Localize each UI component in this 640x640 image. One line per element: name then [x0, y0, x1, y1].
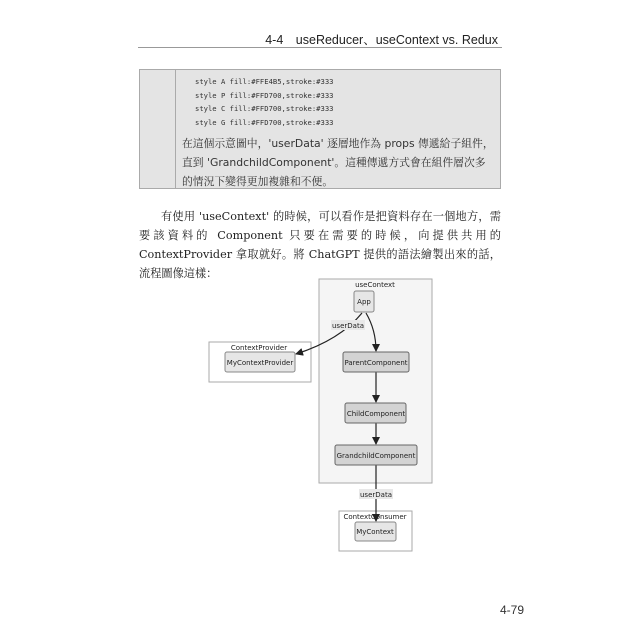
node-my-context-provider: MyContextProvider — [226, 359, 294, 367]
running-header: 4-4 useReducer、useContext vs. Redux — [265, 33, 498, 47]
edge-label-grandchild-to-consumer: userData — [360, 491, 392, 499]
node-grandchild: GrandchildComponent — [336, 452, 416, 460]
node-app: App — [357, 298, 371, 306]
group-label-context-consumer: ContextConsumer — [343, 513, 407, 521]
group-label-use-context: useContext — [355, 281, 395, 289]
code-note: 在這個示意圖中，'userData' 逐層地作為 props 傳遞給子組件，直到 'GrandchildComponent'。這種傳遞方式會在組件層次多的情況下變得更加複雜和不便。 — [182, 137, 494, 188]
edge-label-app-to-provider: userData — [332, 322, 364, 330]
group-label-context-provider: ContextProvider — [230, 344, 288, 352]
node-child: ChildComponent — [346, 410, 406, 418]
code-line: style C fill:#FFD700,stroke:#333 — [195, 104, 334, 113]
code-line: style A fill:#FFE4B5,stroke:#333 — [195, 77, 334, 86]
node-my-context: MyContext — [356, 528, 394, 536]
body-paragraph: 有使用 'useContext' 的時候，可以看作是把資料存在一個地方，需要該資料的 Component 只要在需要的時候，向提供共用的 ContextProvider 拿取就好。將 ChatGPT 提供的語法繪製出來的話，流程圖像這樣： — [139, 210, 501, 280]
code-line: style P fill:#FFD700,stroke:#333 — [195, 90, 334, 100]
page-number: 4-79 — [499, 603, 524, 617]
code-line: style G fill:#FFD700,stroke:#333 — [195, 117, 334, 127]
node-parent: ParentComponent — [344, 359, 408, 367]
